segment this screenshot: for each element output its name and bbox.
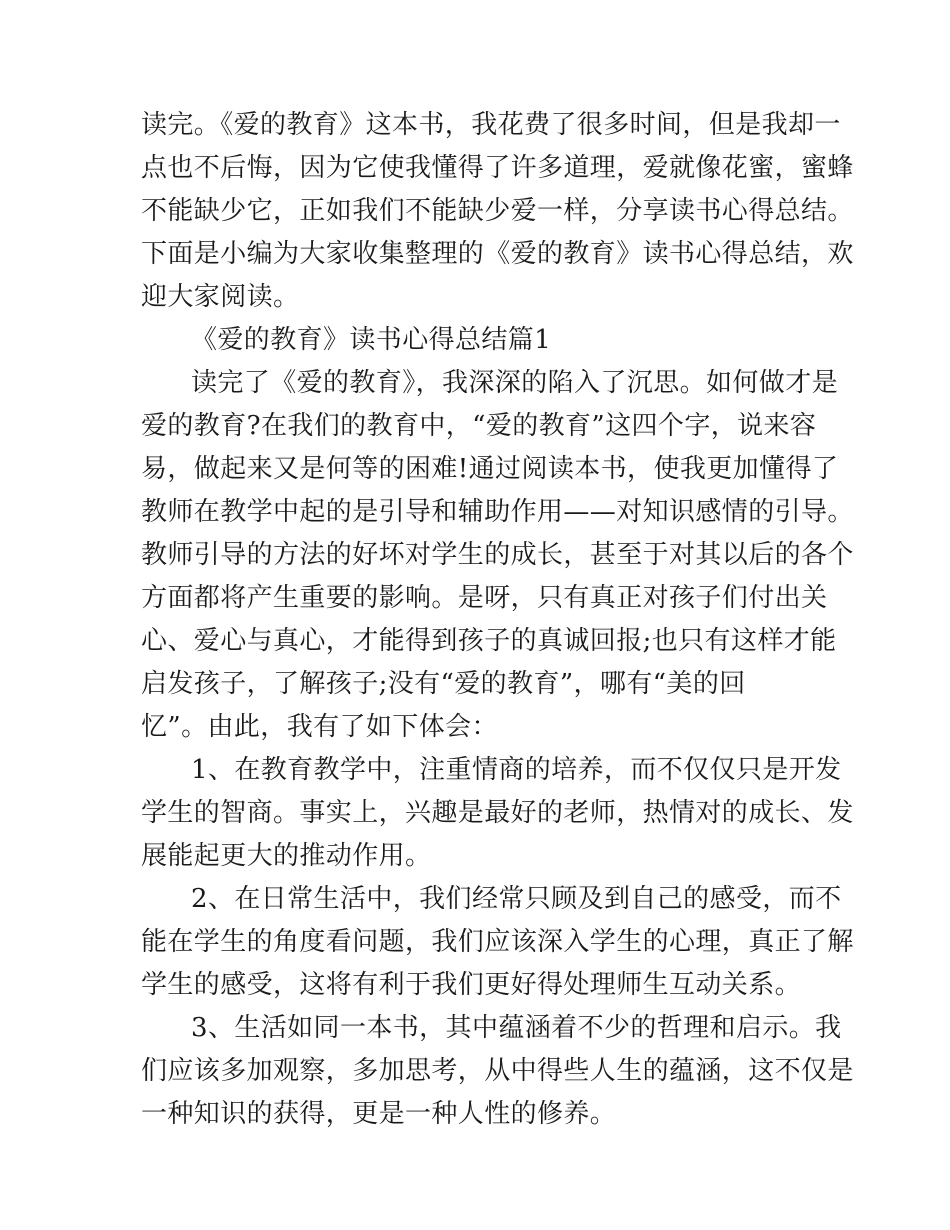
text-line: 能在学生的角度看问题，我们应该深入学生的心理，真正了解 (141, 927, 854, 957)
text-line: 学生的感受，这将有利于我们更好得处理师生互动关系。 (141, 970, 802, 1000)
text-line: 易，做起来又是何等的困难!通过阅读本书，使我更加懂得了 (141, 454, 839, 484)
list-item-1: 1、在教育教学中，注重情商的培养，而不仅仅只是开发 (191, 755, 842, 785)
list-item-2: 2、在日常生活中，我们经常只顾及到自己的感受，而不 (191, 884, 842, 914)
list-item-3: 3、生活如同一本书，其中蕴涵着不少的哲理和启示。我 (191, 1013, 842, 1043)
text-line: 们应该多加观察，多加思考，从中得些人生的蕴涵，这不仅是 (141, 1056, 854, 1086)
text-line: 心、爱心与真心，才能得到孩子的真诚回报;也只有这样才能 (141, 626, 837, 656)
document-body (141, 104, 854, 1136)
text-line: 方面都将产生重要的影响。是呀，只有真正对孩子们付出关 (141, 583, 828, 613)
text-line: 迎大家阅读。 (141, 282, 300, 312)
text-line: 展能起更大的推动作用。 (141, 841, 432, 871)
text-line: 不能缺少它，正如我们不能缺少爱一样，分享读书心得总结。 (141, 196, 854, 226)
text-line: 爱的教育?在我们的教育中，“爱的教育”这四个字，说来容 (141, 411, 817, 441)
text-line: 点也不后悔，因为它使我懂得了许多道理，爱就像花蜜，蜜蜂 (141, 153, 854, 183)
text-line: 忆”。由此，我有了如下体会： (141, 712, 498, 742)
text-line: 下面是小编为大家收集整理的《爱的教育》读书心得总结，欢 (141, 239, 854, 269)
section-heading: 《爱的教育》读书心得总结篇1 (191, 325, 552, 355)
text-line: 读完。《爱的教育》这本书，我花费了很多时间，但是我却一 (141, 110, 841, 140)
text-line: 读完了《爱的教育》，我深深的陷入了沉思。如何做才是 (191, 368, 839, 398)
text-line: 启发孩子，了解孩子;没有“爱的教育”，哪有“美的回 (141, 669, 746, 699)
text-line: 教师引导的方法的好坏对学生的成长，甚至于对其以后的各个 (141, 540, 854, 570)
text-line: 学生的智商。事实上，兴趣是最好的老师，热情对的成长、发 (141, 798, 854, 828)
text-line: 教师在教学中起的是引导和辅助作用——对知识感情的引导。 (141, 497, 854, 527)
text-line: 一种知识的获得，更是一种人性的修养。 (141, 1099, 617, 1129)
